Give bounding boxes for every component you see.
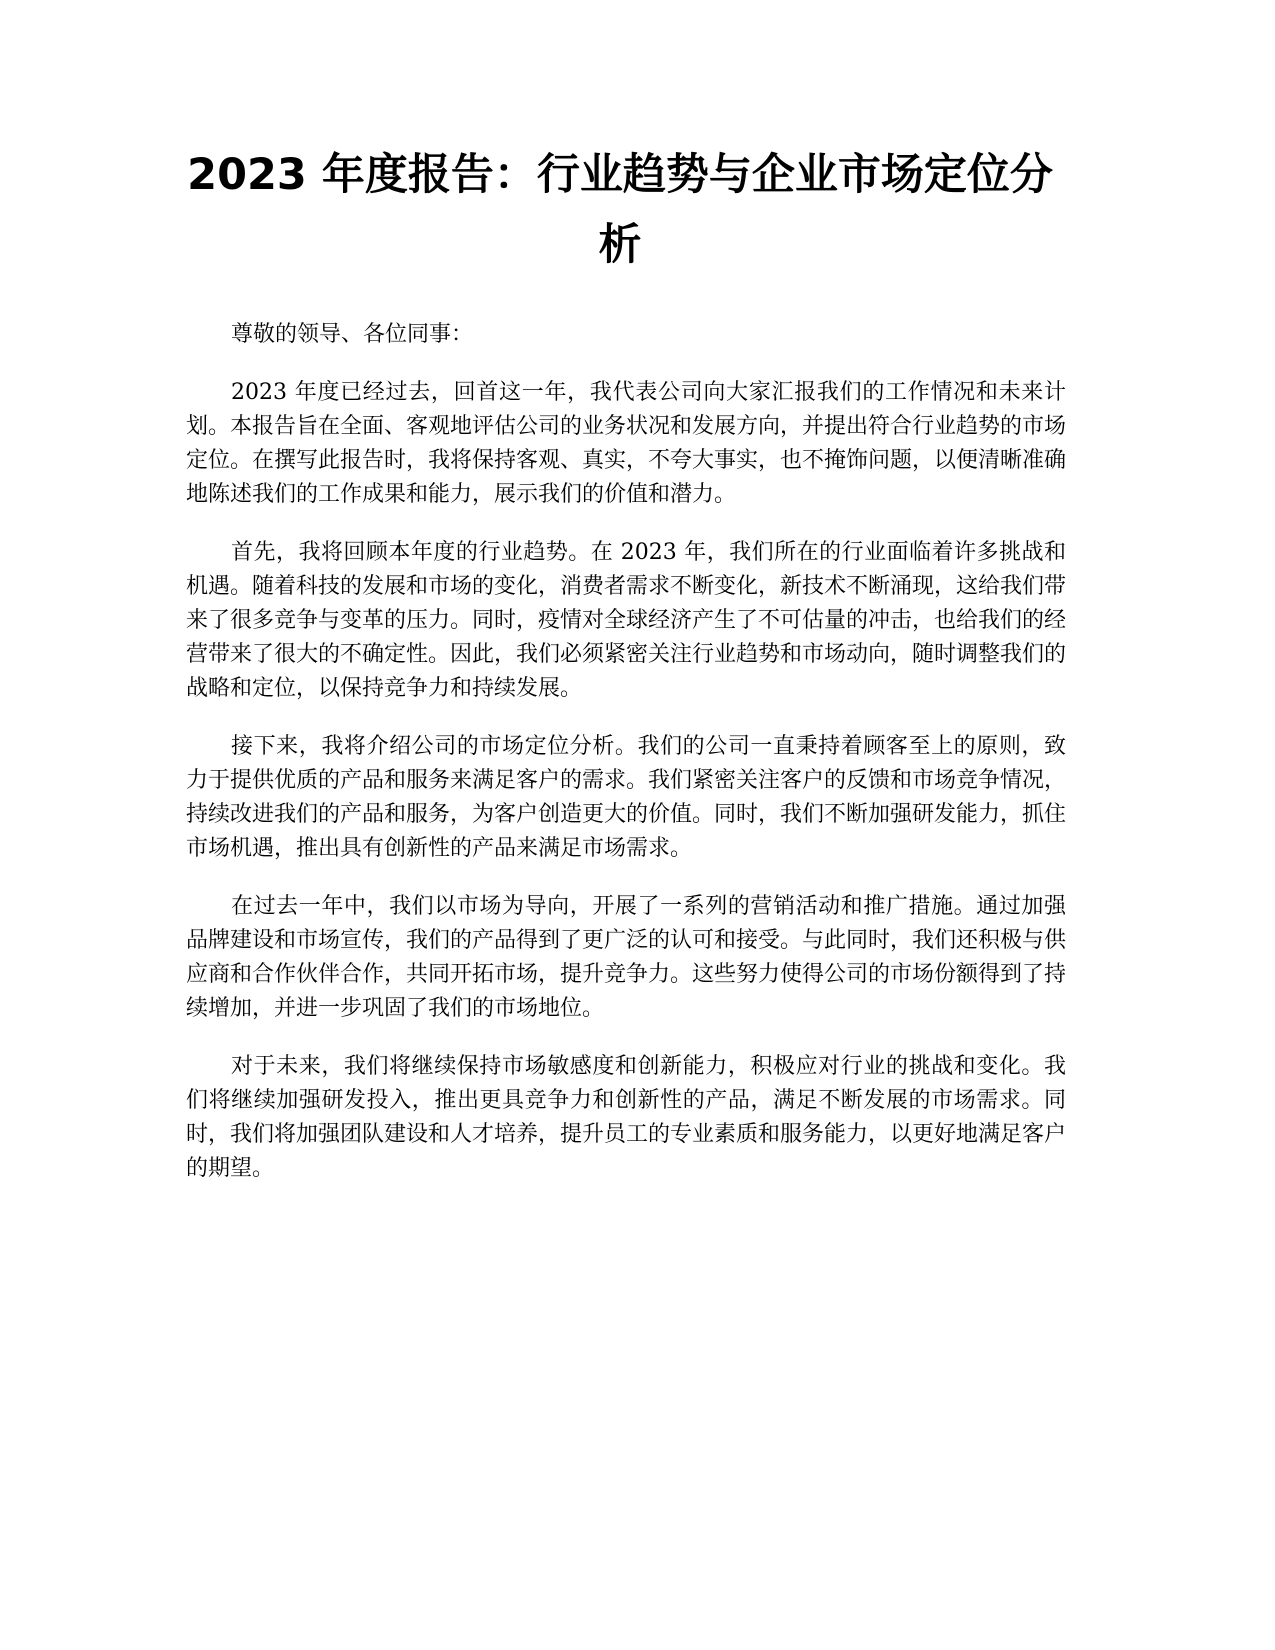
paragraph-industry-trends: 首先，我将回顾本年度的行业趋势。在 2023 年，我们所在的行业面临着许多挑战和机遇。随着科技的发展和市场的变化，消费者需求不断变化，新技术不断涌现，这给我们带来了很多竞争与变革的压力。同时，疫情对全球经济产生了不可估量的冲击，也给我们的经营带来了很大的不确定性。因此，我们必须紧密关注行业趋势和市场动向，随时调整我们的战略和定位，以保持竞争力和持续发展。 (186, 540, 1067, 701)
paragraph-future-plans: 对于未来，我们将继续保持市场敏感度和创新能力，积极应对行业的挑战和变化。我们将继续加强研发投入，推出更具竞争力和创新性的产品，满足不断发展的市场需求。同时，我们将加强团队建设和人才培养，提升员工的专业素质和服务能力，以更好地满足客户的期望。 (186, 1054, 1067, 1181)
paragraph-intro: 2023 年度已经过去，回首这一年，我代表公司向大家汇报我们的工作情况和未来计划。本报告旨在全面、客观地评估公司的业务状况和发展方向，并提出符合行业趋势的市场定位。在撰写此报告时，我将保持客观、真实，不夸大事实，也不掩饰问题，以便清晰准确地陈述我们的工作成果和能力，展示我们的价值和潜力。 (186, 380, 1067, 507)
paragraph-marketing-activities: 在过去一年中，我们以市场为导向，开展了一系列的营销活动和推广措施。通过加强品牌建设和市场宣传，我们的产品得到了更广泛的认可和接受。与此同时，我们还积极与供应商和合作伙伴合作，共同开拓市场，提升竞争力。这些努力使得公司的市场份额得到了持续增加，并进一步巩固了我们的市场地位。 (186, 894, 1067, 1021)
document-title: 2023 年度报告：行业趋势与企业市场定位分析 (187, 150, 1053, 270)
salutation: 尊敬的领导、各位同事： (231, 322, 474, 347)
document-body (186, 318, 1066, 1210)
paragraph-market-positioning: 接下来，我将介绍公司的市场定位分析。我们的公司一直秉持着顾客至上的原则，致力于提供优质的产品和服务来满足客户的需求。我们紧密关注客户的反馈和市场竞争情况，持续改进我们的产品和服务，为客户创造更大的价值。同时，我们不断加强研发能力，抓住市场机遇，推出具有创新性的产品来满足市场需求。 (186, 734, 1067, 861)
